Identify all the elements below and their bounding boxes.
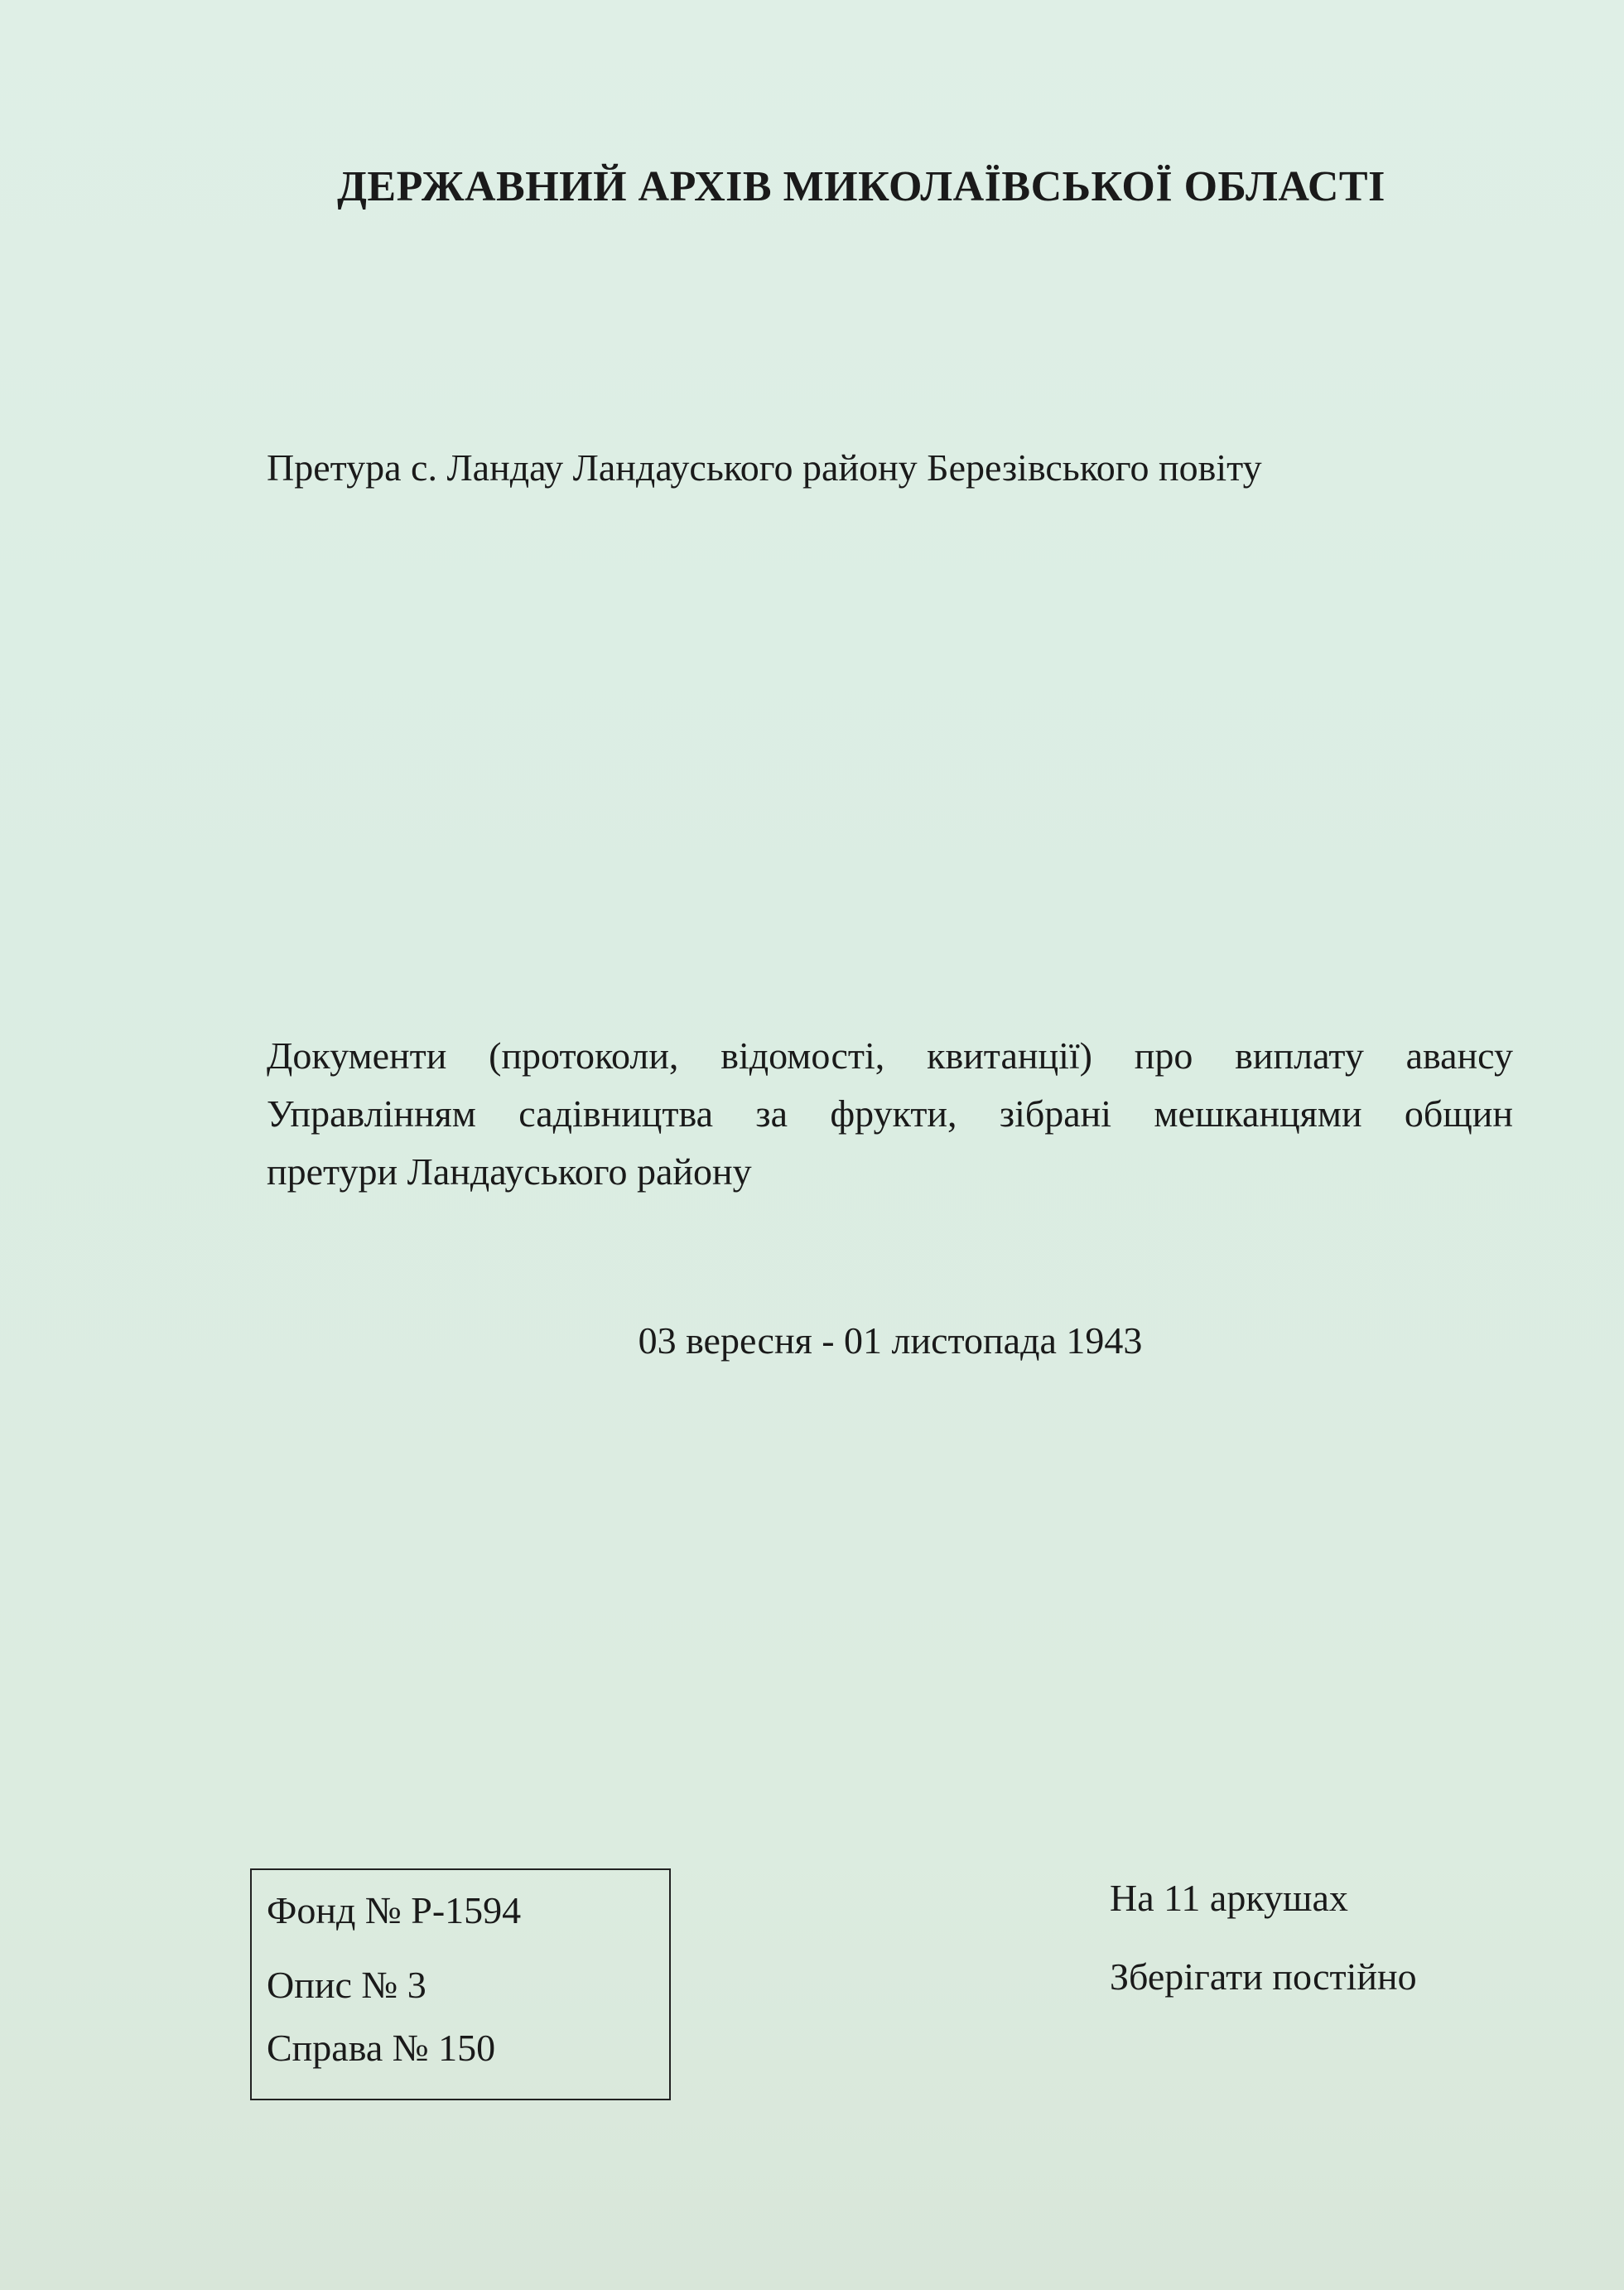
archive-reference-box <box>250 1868 671 2100</box>
date-range: 03 вересня - 01 листопада 1943 <box>638 1319 1143 1362</box>
description-line: Управлінням садівництва за фрукти, зібрані мешканцями общин <box>267 1092 1513 1135</box>
storage-term: Зберігати постійно <box>1110 1955 1417 1998</box>
fond-number: Фонд № Р-1594 <box>267 1889 522 1931</box>
archive-title: ДЕРЖАВНИЙ АРХІВ МИКОЛАЇВСЬКОЇ ОБЛАСТІ <box>337 163 1385 210</box>
file-description <box>267 1027 1513 1201</box>
opys-number: Опис № 3 <box>267 1964 426 2006</box>
sprava-number: Справа № 150 <box>267 2027 496 2069</box>
institution-name: Претура с. Ландау Ландауського району Березівського повіту <box>267 446 1262 489</box>
description-line: претури Ландауського району <box>267 1150 752 1193</box>
sheet-count: На 11 аркушах <box>1110 1877 1348 1919</box>
description-line: Документи (протоколи, відомості, квитанції) про виплату авансу <box>267 1034 1513 1077</box>
